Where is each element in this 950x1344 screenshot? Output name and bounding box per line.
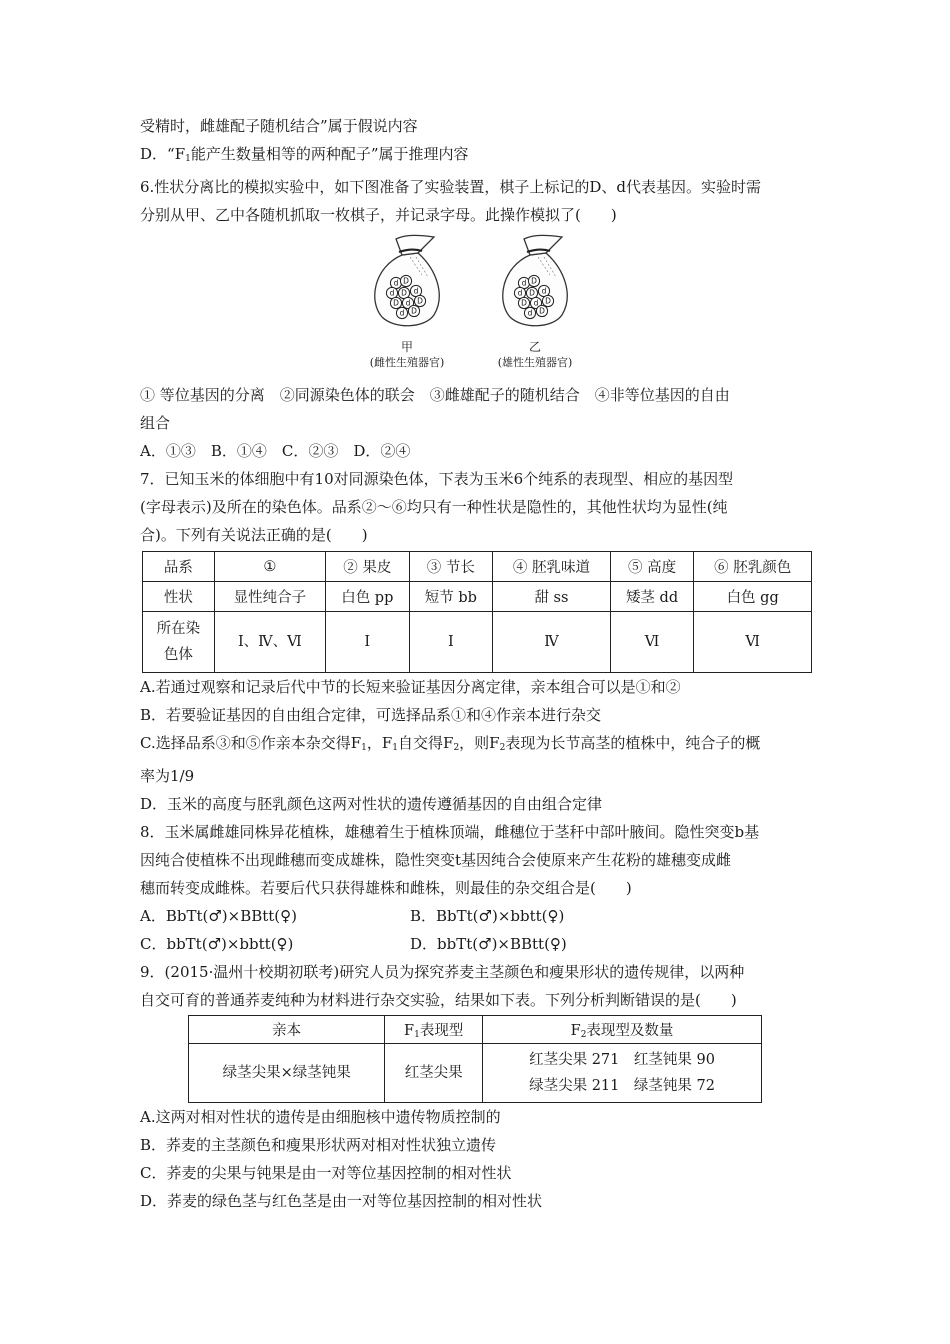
table-cell: Ⅰ <box>326 612 410 673</box>
q7-option-c: 率为1/9 <box>140 767 195 785</box>
table-row <box>189 1016 762 1044</box>
table-cell: 品系 <box>143 552 215 582</box>
table-cell: 亲本 <box>189 1016 385 1044</box>
svg-text:d: d <box>413 286 419 296</box>
q9-option-c: C．荞麦的尖果与钝果是由一对等位基因控制的相对性状 <box>140 1164 512 1182</box>
svg-text:D: D <box>403 276 409 286</box>
table-cell: Ⅰ、Ⅳ、Ⅵ <box>214 612 325 673</box>
svg-text:D: D <box>545 296 551 306</box>
q7-stem: (字母表示)及所在的染色体。品系②～⑥均只有一种性状是隐性的，其他性状均为显性(纯 <box>140 498 728 516</box>
bag-jia <box>362 231 452 370</box>
table-cell: 甜 ss <box>493 582 611 612</box>
svg-text:D: D <box>529 288 535 298</box>
q9-table <box>188 1015 762 1103</box>
document-page <box>140 112 820 1215</box>
bag-yi <box>490 231 580 370</box>
q9-option-b: B．荞麦的主茎颜色和瘦果形状两对相对性状独立遗传 <box>140 1136 497 1154</box>
svg-text:D: D <box>401 288 407 298</box>
table-cell: $F_1$表现型 <box>385 1016 483 1044</box>
table-row <box>143 552 812 582</box>
bag-jia-caption: (雌性生殖器官) <box>369 356 445 369</box>
q7-option-c: C.选择品系③和⑤作亲本杂交得$F_1$，$F_1$自交得$F_2$，则$F_2$表现为长节高茎的植株中，纯合子的概 <box>140 734 761 753</box>
gene-chip <box>408 305 419 316</box>
svg-text:d: d <box>393 278 399 288</box>
q6-stem: 6.性状分离比的模拟实验中，如下图准备了实验装置，棋子上标记的D、d代表基因。实验时需 <box>140 178 761 196</box>
q9-option-a: A.这两对相对性状的遗传是由细胞核中遗传物质控制的 <box>140 1108 501 1126</box>
q9-stem: 9．(2015·温州十校期初联考)研究人员为探究荞麦主茎颜色和瘦果形状的遗传规律，以两种 <box>140 963 745 981</box>
q6-answers: A．①③ B．①④ C．②③ D．②④ <box>140 442 411 460</box>
table-row <box>143 582 812 612</box>
q7-option-a: A.若通过观察和记录后代中节的长短来验证基因分离定律，亲本组合可以是①和② <box>140 678 681 696</box>
table-cell: Ⅳ <box>493 612 611 673</box>
gene-chip <box>390 297 401 308</box>
q6-options: 组合 <box>140 414 171 432</box>
q7-table <box>142 551 812 673</box>
gene-chip <box>400 275 411 286</box>
table-cell: 白色 pp <box>326 582 410 612</box>
table-cell: 白色 gg <box>694 582 812 612</box>
table-cell: 红茎尖果 271 红茎钝果 90 绿茎尖果 211 绿茎钝果 72 <box>483 1044 762 1103</box>
table-row <box>189 1044 762 1103</box>
option-d-q5: D．“$F_1$能产生数量相等的两种配子”属于推理内容 <box>140 145 469 164</box>
svg-text:d: d <box>389 288 395 298</box>
table-row <box>143 612 812 673</box>
svg-text:D: D <box>521 298 527 308</box>
svg-text:d: d <box>527 308 533 318</box>
q6-options: ① 等位基因的分离 ②同源染色体的联会 ③雌雄配子的随机结合 ④非等位基因的自由 <box>140 386 730 404</box>
table-cell: 红茎尖果 <box>385 1044 483 1103</box>
q8-options-cd: C．bbTt(♂)×bbtt(♀) D．bbTt(♂)×BBtt(♀) <box>140 935 567 953</box>
q6-stem: 分别从甲、乙中各随机抓取一枚棋子，并记录字母。此操作模拟了( ) <box>140 206 617 224</box>
gene-chip <box>524 307 535 318</box>
svg-text:d: d <box>541 286 547 296</box>
svg-text:D: D <box>417 296 423 306</box>
table-cell: 绿茎尖果×绿茎钝果 <box>189 1044 385 1103</box>
q8-stem: 8．玉米属雌雄同株异花植株，雄穗着生于植株顶端，雌穗位于茎秆中部叶腋间。隐性突变b基 <box>140 823 760 841</box>
table-cell: 性状 <box>143 582 215 612</box>
svg-text:D: D <box>531 276 537 286</box>
gene-chip <box>396 307 407 318</box>
bag-yi-illustration <box>490 231 580 331</box>
table-cell: Ⅵ <box>694 612 812 673</box>
table-cell: $F_2$表现型及数量 <box>483 1016 762 1044</box>
svg-text:d: d <box>533 298 539 308</box>
table-cell: ③ 节长 <box>409 552 493 582</box>
svg-text:D: D <box>539 306 545 316</box>
table-cell: ④ 胚乳味道 <box>493 552 611 582</box>
table-cell: ⑥ 胚乳颜色 <box>694 552 812 582</box>
table-cell: ① <box>214 552 325 582</box>
text-line: 受精时，雌雄配子随机结合”属于假说内容 <box>140 117 418 135</box>
q8-stem: 穗而转变成雌株。若要后代只获得雄株和雌株，则最佳的杂交组合是( ) <box>140 879 632 897</box>
svg-text:D: D <box>411 306 417 316</box>
q6-figure <box>140 231 820 381</box>
gene-chip <box>414 295 425 306</box>
gene-chip <box>518 297 529 308</box>
q7-stem: 合)。下列有关说法正确的是( ) <box>140 526 368 544</box>
q9-stem: 自交可育的普通荞麦纯种为材料进行杂交实验，结果如下表。下列分析判断错误的是( ) <box>140 991 737 1009</box>
svg-text:d: d <box>399 308 405 318</box>
svg-text:d: d <box>517 288 523 298</box>
gene-chip <box>536 305 547 316</box>
bag-jia-label: 甲 <box>400 340 413 354</box>
gene-chip <box>542 295 553 306</box>
bag-jia-illustration <box>362 231 452 331</box>
table-cell: 矮茎 dd <box>610 582 694 612</box>
q7-option-d: D．玉米的高度与胚乳颜色这两对性状的遗传遵循基因的自由组合定律 <box>140 795 603 813</box>
table-cell: ② 果皮 <box>326 552 410 582</box>
q8-options-ab: A．BbTt(♂)×BBtt(♀) B．BbTt(♂)×bbtt(♀) <box>140 907 565 925</box>
svg-text:d: d <box>521 278 527 288</box>
svg-text:D: D <box>393 298 399 308</box>
table-cell: ⑤ 高度 <box>610 552 694 582</box>
bag-yi-label: 乙 <box>528 340 541 354</box>
table-cell: Ⅰ <box>409 612 493 673</box>
q7-option-b: B．若要验证基因的自由组合定律，可选择品系①和④作亲本进行杂交 <box>140 706 602 724</box>
table-cell: Ⅵ <box>610 612 694 673</box>
table-cell: 短节 bb <box>409 582 493 612</box>
table-cell: 显性纯合子 <box>214 582 325 612</box>
q9-option-d: D．荞麦的绿色茎与红色茎是由一对等位基因控制的相对性状 <box>140 1192 543 1210</box>
bag-yi-caption: (雄性生殖器官) <box>497 356 573 369</box>
table-cell: 所在染 色体 <box>143 612 215 673</box>
svg-text:d: d <box>405 298 411 308</box>
gene-chip <box>528 275 539 286</box>
q7-stem: 7．已知玉米的体细胞中有10对同源染色体，下表为玉米6个纯系的表现型、相应的基因型 <box>140 470 734 488</box>
q8-stem: 因纯合使植株不出现雌穗而变成雄株，隐性突变t基因纯合会使原来产生花粉的雄穗变成雌 <box>140 851 732 869</box>
